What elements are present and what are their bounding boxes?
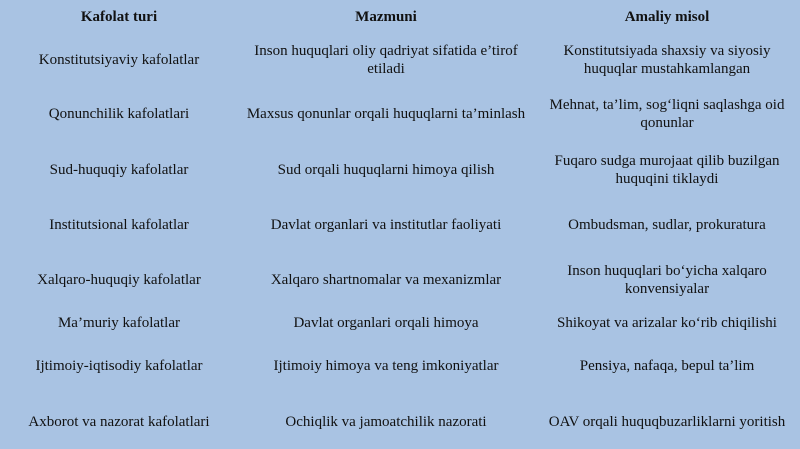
- cell-type: Axborot va nazorat kafolatlari: [28, 413, 210, 430]
- cell-example: OAV orqali huquqbuzarliklarni yoritish: [548, 413, 786, 430]
- cell-example: Pensiya, nafaqa, bepul ta’lim: [579, 358, 755, 374]
- table-row: [0, 394, 800, 449]
- cell-type: Xalqaro-huquqiy kafolatlar: [37, 272, 201, 288]
- cell-example: Fuqaro sudga murojaat qilib buzilgan huquqini tiklaydi: [554, 153, 780, 187]
- table-row: [0, 198, 800, 252]
- table-row: [0, 252, 800, 308]
- cell-type: Ijtimoiy-iqtisodiy kafolatlar: [35, 358, 203, 374]
- cell-content: Maxsus qonunlar orqali huquqlarni ta’minlash: [246, 106, 526, 122]
- table-row: [0, 142, 800, 198]
- cell-type: Sud-huquqiy kafolatlar: [49, 162, 189, 178]
- cell-example: Inson huquqlari bo‘yicha xalqaro konvensiyalar: [567, 263, 767, 297]
- cell-content: Xalqaro shartnomalar va mexanizmlar: [270, 272, 502, 288]
- cell-example: Mehnat, ta’lim, sog‘liqni saqlashga oid qonunlar: [549, 97, 785, 131]
- cell-content: Davlat organlari orqali himoya: [293, 315, 479, 331]
- header-content: Mazmuni: [355, 9, 417, 25]
- cell-type: Qonunchilik kafolatlari: [48, 106, 190, 122]
- cell-content: Ijtimoiy himoya va teng imkoniyatlar: [273, 358, 499, 374]
- table-row: [0, 86, 800, 142]
- table-row: [0, 338, 800, 394]
- cell-type: Ma’muriy kafolatlar: [57, 315, 181, 331]
- cell-example: Ombudsman, sudlar, prokuratura: [568, 217, 766, 233]
- header-practical-example: Amaliy misol: [624, 9, 710, 25]
- cell-content: Davlat organlari va institutlar faoliyati: [270, 217, 502, 233]
- cell-content: Sud orqali huquqlarni himoya qilish: [277, 162, 495, 178]
- cell-type: Institutsional kafolatlar: [49, 217, 189, 233]
- cell-example: Shikoyat va arizalar ko‘rib chiqilishi: [557, 315, 777, 331]
- header-guarantee-type: Kafolat turi: [80, 9, 158, 25]
- cell-content: Ochiqlik va jamoatchilik nazorati: [285, 413, 487, 430]
- cell-type: Konstitutsiyaviy kafolatlar: [38, 52, 200, 68]
- cell-example: Konstitutsiyada shaxsiy va siyosiy huquqlar mustahkamlangan: [563, 43, 771, 77]
- cell-content: Inson huquqlari oliy qadriyat sifatida e’tirof etiladi: [254, 43, 518, 77]
- table-row: [0, 308, 800, 338]
- table-header-row: [0, 0, 800, 34]
- table-row: [0, 34, 800, 86]
